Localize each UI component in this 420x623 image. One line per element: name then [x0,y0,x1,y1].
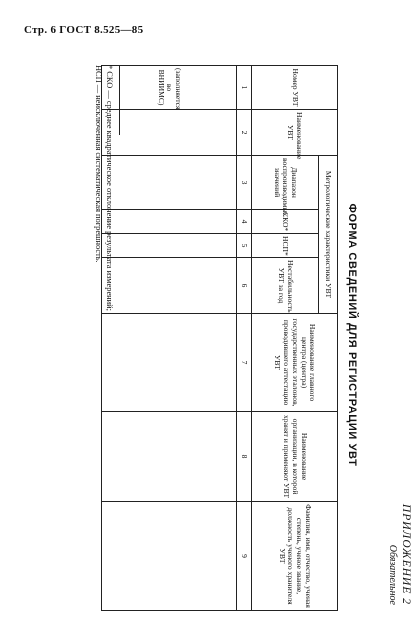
col-number-8: 8 [237,412,252,502]
col-number-3: 3 [237,156,252,210]
data-cell-2 [102,110,237,156]
col-header-3: Диапазон воспроизводимых значений [252,156,319,210]
data-cell-8 [102,412,237,502]
data-cell-5 [102,234,237,258]
registration-form-table [101,65,338,611]
col-header-4: СКО* [252,210,319,234]
col-number-6: 6 [237,258,252,314]
footnote-nsp: НСП — неисключенная систематическая погрешность. [94,65,104,263]
col-header-6: Нестабильность УВТ за год [252,258,319,314]
rotated-page-content [60,55,420,615]
group-header-metrological: Метрологические характеристики УВТ [319,156,338,314]
col-header-7: Наименование главного центра (центра) государственных эталонов, проводившего аттестацию УВТ [252,314,338,412]
col-header-8: Наименование организации, в которой хранят и применяют УВТ [252,412,338,502]
appendix-subtitle: Обязательное [387,544,398,605]
col-number-5: 5 [237,234,252,258]
data-cell-9 [102,502,237,611]
appendix-title: ПРИЛОЖЕНИЕ 2 [400,503,412,605]
data-cell-3 [102,156,237,210]
appendix-block [387,504,412,605]
column-number-row [237,66,252,611]
data-cell-7 [102,314,237,412]
col-number-9: 9 [237,502,252,611]
col-number-7: 7 [237,314,252,412]
col-header-1: Номер УВТ [252,66,338,110]
data-cell-4 [102,210,237,234]
form-title: ФОРМА СВЕДЕНИЙ ДЛЯ РЕГИСТРАЦИИ УВТ [346,203,358,467]
footnote-rule [119,65,120,135]
col-number-4: 4 [237,210,252,234]
first-cell-note: (заполняется во ВНИИМС) [102,66,237,110]
col-header-9: Фамилия, имя, отчество, ученая степень, ученое звание, должность ученого хранителя УВТ [252,502,338,611]
running-head: Стр. 6 ГОСТ 8.525—85 [24,24,144,36]
footnote-sko: * СКО — среднее квадратическое отклонение результата измерений; [105,65,114,311]
header-row-group [319,66,338,611]
col-header-5: НСП* [252,234,319,258]
footnotes [92,65,114,610]
col-number-2: 2 [237,110,252,156]
data-row [102,66,237,611]
col-header-2: Наименование УВТ [252,110,338,156]
col-number-1: 1 [237,66,252,110]
data-cell-6 [102,258,237,314]
